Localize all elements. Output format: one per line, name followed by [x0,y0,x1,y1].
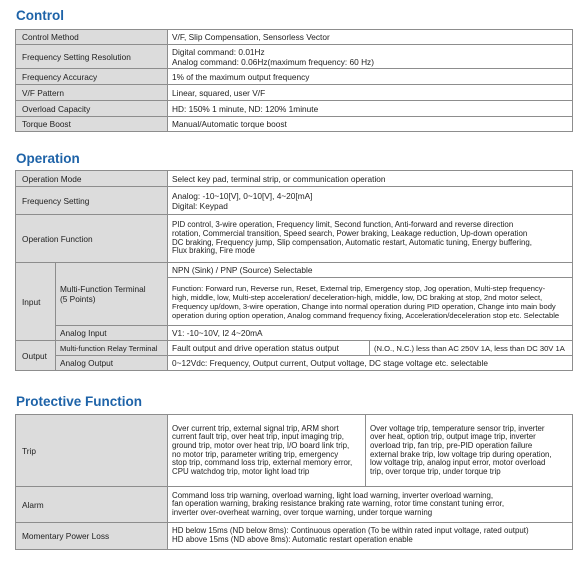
row-value: Linear, squared, user V/F [168,85,573,101]
row-label: Analog Input [56,326,168,341]
value-line: inverter over-overheat warning, over torque warning, under torque warning [172,508,433,517]
value-line: no motor trip, parameter writing trip, emergency [172,450,339,459]
value-line: Digital command: 0.01Hz [172,46,265,57]
label-line: Multi-Function Terminal [60,284,146,294]
row-value [168,523,573,550]
control-section-title: Control [16,8,64,23]
row-label: Operation Mode [16,171,168,187]
table-row [16,215,573,263]
table-row [16,487,573,523]
value-line: operation during option operation, Analog command frequency fixing, Acceleration/deceleration stop etc. Selectable [172,310,560,320]
value-line: low voltage trip, analog input error, motor overload [370,459,546,468]
row-label: Trip [16,415,168,487]
protective-table [15,414,573,550]
row-value: V1: -10~10V, I2 4~20mA [168,326,573,341]
row-value [168,278,573,326]
value-line: Command loss trip warning, overload warning, light load warning, inverter overload warning, [172,491,494,500]
table-row [16,341,573,356]
table-row [16,187,573,215]
row-label: Analog Output [56,356,168,371]
row-label: Control Method [16,30,168,45]
value-line: Over current trip, external signal trip, ARM short [172,424,339,433]
value-line: current fault trip, over heat trip, input imaging trip, [172,433,344,442]
row-value: 1% of the maximum output frequency [168,69,573,85]
value-line: PID control, 3-wire operation, Frequency limit, Second function, Anti-forward and reverse direction [172,221,514,230]
row-label: Operation Function [16,215,168,263]
row-label: Alarm [16,487,168,523]
value-line: Flux braking, Fire mode [172,247,255,256]
operation-section-title: Operation [16,151,80,166]
row-label: Multi-function Relay Terminal [56,341,168,356]
operation-table [15,170,573,371]
trip-list-right [366,415,573,487]
table-row [16,69,573,85]
value-line: Over voltage trip, temperature sensor trip, inverter [370,424,545,433]
value-line: high, middle, low, Multi-step acceleration/ deceleration-high, middle, low, DC braking at stop, 2nd motor select, [172,292,543,302]
row-value: Manual/Automatic torque boost [168,117,573,132]
row-value: V/F, Slip Compensation, Sensorless Vector [168,30,573,45]
value-line: HD below 15ms (ND below 8ms): Continuous operation (To be within rated input voltage, rated output) [172,527,529,536]
label-line: (5 Points) [60,294,96,304]
value-line: Frequency up/down, 3-wire operation, Change into normal operation during PID operation, Change into main body [172,301,556,311]
value-line: rotation, Commercial transition, Speed search, Power braking, Leakage reduction, Up-down operation [172,229,528,238]
table-row [16,101,573,117]
row-label: V/F Pattern [16,85,168,101]
value-line: over heat, option trip, output image trip, inverter [370,433,536,442]
row-value: HD: 150% 1 minute, ND: 120% 1minute [168,101,573,117]
row-label: Frequency Accuracy [16,69,168,85]
table-row [16,85,573,101]
input-label: Input [16,263,56,341]
value-line: trip, over torque trip, under torque trip [370,467,501,476]
table-row [16,263,573,278]
row-label: Torque Boost [16,117,168,132]
row-value: NPN (Sink) / PNP (Source) Selectable [168,263,573,278]
row-value [168,215,573,263]
multi-function-terminal-label [56,263,168,326]
row-label: Momentary Power Loss [16,523,168,550]
value-line: HD above 15ms (ND above 8ms): Automatic restart operation enable [172,536,413,544]
row-value: 0~12Vdc: Frequency, Output current, Output voltage, DC stage voltage etc. selectable [168,356,573,371]
value-line: ground trip, motor over heat trip, I/O board link trip, [172,441,350,450]
row-label: Overload Capacity [16,101,168,117]
table-row [16,356,573,371]
row-label: Frequency Setting [16,187,168,215]
table-row [16,523,573,550]
value-line: CPU watchdog trip, motor light load trip [172,467,310,476]
value-line: DC braking, Frequency jump, Slip compensation, Automatic restart, Automatic tuning, Energy buffering, [172,238,532,247]
table-row [16,45,573,69]
table-row [16,117,573,132]
table-row [16,171,573,187]
value-line: fan operation warning, braking resistance braking rate warning, rotor time constant tuning error, [172,500,505,509]
value-line: stop trip, command loss trip, external memory error, [172,459,353,468]
row-label: Frequency Setting Resolution [16,45,168,69]
relay-rating: (N.O., N.C.) less than AC 250V 1A, less than DC 30V 1A [370,341,573,356]
row-value [168,45,573,69]
value-line: overload trip, fan trip, pre-PID operation failure [370,441,533,450]
value-line: Analog command: 0.06Hz(maximum frequency: 60 Hz) [172,56,374,67]
table-row [16,30,573,45]
value-line: Analog: -10~10[V], 0~10[V], 4~20[mA] [172,190,313,201]
row-value [168,187,573,215]
value-line: external brake trip, low voltage trip during operation, [370,450,552,459]
trip-list-left [168,415,366,487]
row-value [168,487,573,523]
control-table [15,29,573,132]
output-label: Output [16,341,56,371]
protective-section-title: Protective Function [16,394,143,409]
row-value: Select key pad, terminal strip, or communication operation [168,171,573,187]
row-value: Fault output and drive operation status output [168,341,370,356]
value-line: Function: Forward run, Reverse run, Reset, External trip, Emergency stop, Jog operation, Multi-step frequency- [172,283,546,293]
table-row [16,415,573,487]
table-row [16,326,573,341]
value-line: Digital: Keypad [172,200,228,211]
